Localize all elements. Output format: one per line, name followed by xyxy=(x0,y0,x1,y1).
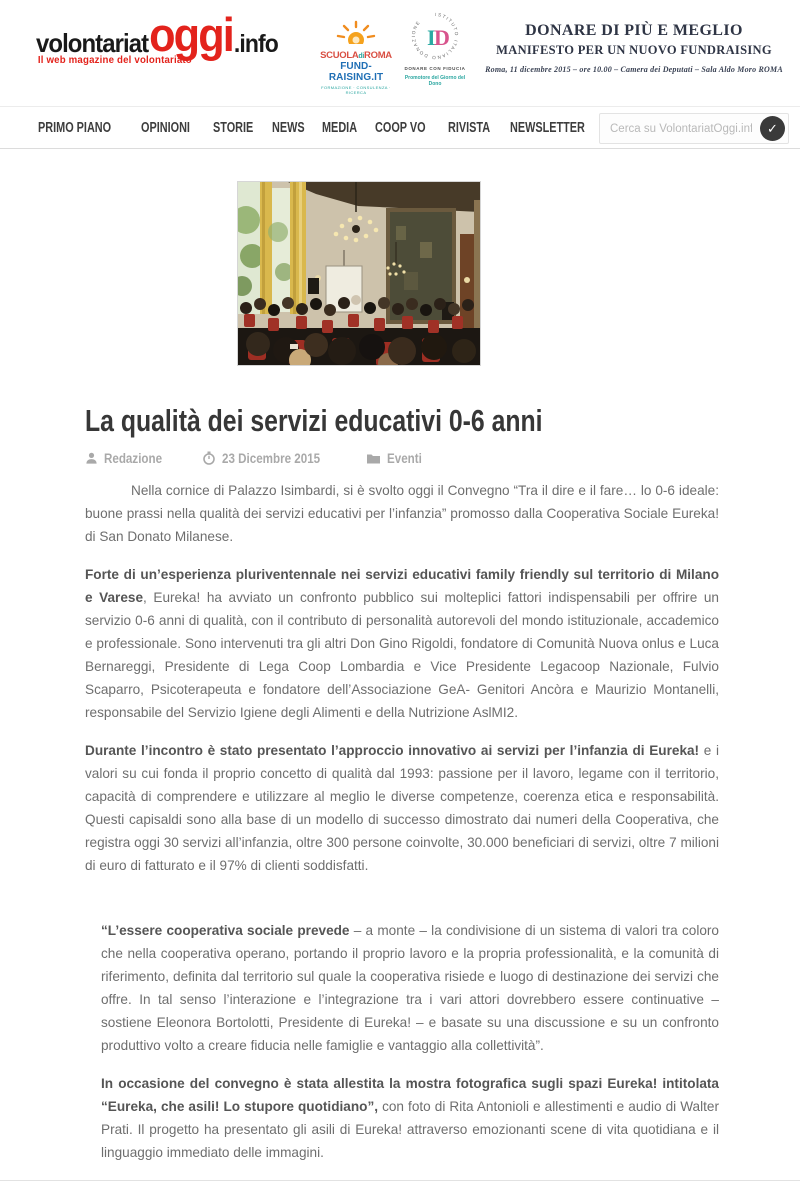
author-icon xyxy=(85,451,98,465)
id-motto: DONARE CON FIDUCIA xyxy=(404,66,466,71)
article-paragraph-quote: “L’essere cooperativa sociale prevede – a monte – la condivisione di un sistema di valori tra coloro che nella cooperativa operano, portando il proprio lavoro e la propria professionalità, e la comunità di riferimento, definita dal territorio sul quale la cooperativa risiede e luogo di destinazione dei servizi che offre. In tal senso l’interazione e l’integrazione tra i vari attori dovrebbero essere continuative – sostiene Eleonora Bortolotti, Presidente di Eureka! – e basate su una discussione e su un confronto produttivo volto a creare fiducia nelle famiglie e vantaggio alla collettività”. xyxy=(101,923,719,1053)
article-paragraph: Durante l’incontro è stato presentato l’approccio innovativo ai servizi per l’infanzia di Eureka! e i valori su cui fonda il proprio concetto di qualità dal 1993: passione per il lavoro, legame con il territorio, capacità di comprendere e utilizzare al meglio le diverse competenze, coerenza etica e responsabilità. Questi capisaldi sono alla base di un modello di successo dimostrato dai numeri della Cooperativa, che registra oggi 30 servizi all’infanzia, oltre 300 persone coinvolte, 30.000 beneficiari di servizi, oltre 7 milioni di euro di fatturato e il 97% di clienti soddisfatti. xyxy=(85,743,719,873)
conference-room-photo xyxy=(238,182,480,365)
site-logo[interactable] xyxy=(36,8,284,78)
meta-author: Redazione xyxy=(85,451,172,466)
meta-date: 23 Dicembre 2015 xyxy=(202,451,336,466)
logo-text-red: oggi xyxy=(149,8,233,61)
article-meta xyxy=(85,449,719,467)
event-subtitle: MANIFESTO PER UN NUOVO FUNDRAISING xyxy=(496,43,772,57)
clock-icon xyxy=(202,451,216,465)
logo-text-black: volontariat xyxy=(36,27,149,58)
nav-item-news[interactable]: NEWS xyxy=(272,119,306,136)
svg-text:D: D xyxy=(434,25,450,50)
article-paragraph: Forte di un’esperienza pluriventennale nei servizi educativi family friendly sul territorio di Milano e Varese, Eureka! ha avviato un confronto pubblico sui molteplici fattori indispensabili per offrire un servizio 0-6 anni di qualità, con il contributo di personalità autorevoli del mondo istituzionale, accademico e professionale. Sono intervenuti tra gli altri Don Gino Rigoldi, fondatore di Comunità Nuova onlus e Luca Bernareggi, Presidente di Lega Coop Lombardia e Vice Presidente Legacoop Nazionale, Fulvio Scaparro, Psicoterapeuta e fondatore dell’Associazione GeA- Genitori Ancòra e Maurizio Montanelli, responsabile del Servizio Igiene degli Alimenti e della Nutrizione AslMI2. xyxy=(85,567,719,720)
article-photo xyxy=(237,181,481,366)
svg-text:ISTITUTO ITALIANO DONAZIONE: ISTITUTO ITALIANO DONAZIONE xyxy=(410,12,460,60)
sun-icon xyxy=(318,18,394,44)
nav-item-media[interactable]: MEDIA xyxy=(321,119,358,136)
svg-text:I: I xyxy=(427,25,436,50)
logo-text-info: .info xyxy=(233,29,278,58)
istituto-donazione-logo[interactable] xyxy=(404,12,466,87)
event-banner[interactable] xyxy=(476,22,792,74)
folder-icon xyxy=(366,452,381,465)
event-details: Roma, 11 dicembre 2015 – ore 10.00 – Camera dei Deputati – Sala Aldo Moro ROMA xyxy=(485,65,783,74)
nav-items xyxy=(38,107,610,148)
article-paragraph: In occasione del convegno è stata allestita la mostra fotografica sugli spazi Eureka! intitolata “Eureka, che asili! Lo stupore quotidiano”, con foto di Rita Antonioli e allestimenti e audio di Walter Prati. Il progetto ha presentato gli asili di Eureka! attraverso emozionanti scene di vita quotidiana e il linguaggio immediato delle immagini. xyxy=(101,1076,719,1160)
fundraising-it-label: FUND-RAISING.IT xyxy=(328,61,384,83)
page-title: La qualità dei servizi educativi 0-6 anni xyxy=(85,403,543,438)
nav-item-storie[interactable]: STORIE xyxy=(212,119,254,136)
nav-item-rivista[interactable]: RIVISTA xyxy=(448,119,491,136)
site-header xyxy=(0,0,800,106)
nav-item-primo-piano[interactable]: PRIMO PIANO xyxy=(38,119,112,136)
footer-divider xyxy=(0,1180,800,1181)
check-icon: ✓ xyxy=(767,121,778,136)
event-title: DONARE DI PIÙ E MEGLIO xyxy=(525,22,743,39)
main-navbar xyxy=(0,106,800,149)
nav-item-coop-vo[interactable]: COOP VO xyxy=(374,119,426,136)
search-box xyxy=(599,113,789,144)
search-submit-button[interactable] xyxy=(760,116,785,141)
article-paragraph: Nella cornice di Palazzo Isimbardi, si è svolto oggi il Convegno “Tra il dire e il fare… lo 0-6 ideale: buone prassi nella qualità dei servizi educativi per l’infanzia” promosso dalla Cooperativa Sociale Eureka! di San Donato Milanese. xyxy=(85,483,719,544)
meta-category: Eventi xyxy=(366,451,428,466)
nav-item-newsletter[interactable]: NEWSLETTER xyxy=(510,119,586,136)
fundraising-school-logo[interactable] xyxy=(316,18,396,95)
nav-item-opinioni[interactable]: OPINIONI xyxy=(141,119,191,136)
id-ring-icon xyxy=(407,12,463,60)
id-note: Promotore del Giorno del Dono xyxy=(404,75,466,87)
article-content xyxy=(85,402,719,1164)
article-body xyxy=(85,479,719,1164)
logo-tagline: Il web magazine del volontariato xyxy=(37,54,192,66)
fundraising-tagline: FORMAZIONE · CONSULENZA · RICERCA xyxy=(321,85,391,95)
scuola-di-roma-label: SCUOLAdiROMA xyxy=(320,50,392,61)
